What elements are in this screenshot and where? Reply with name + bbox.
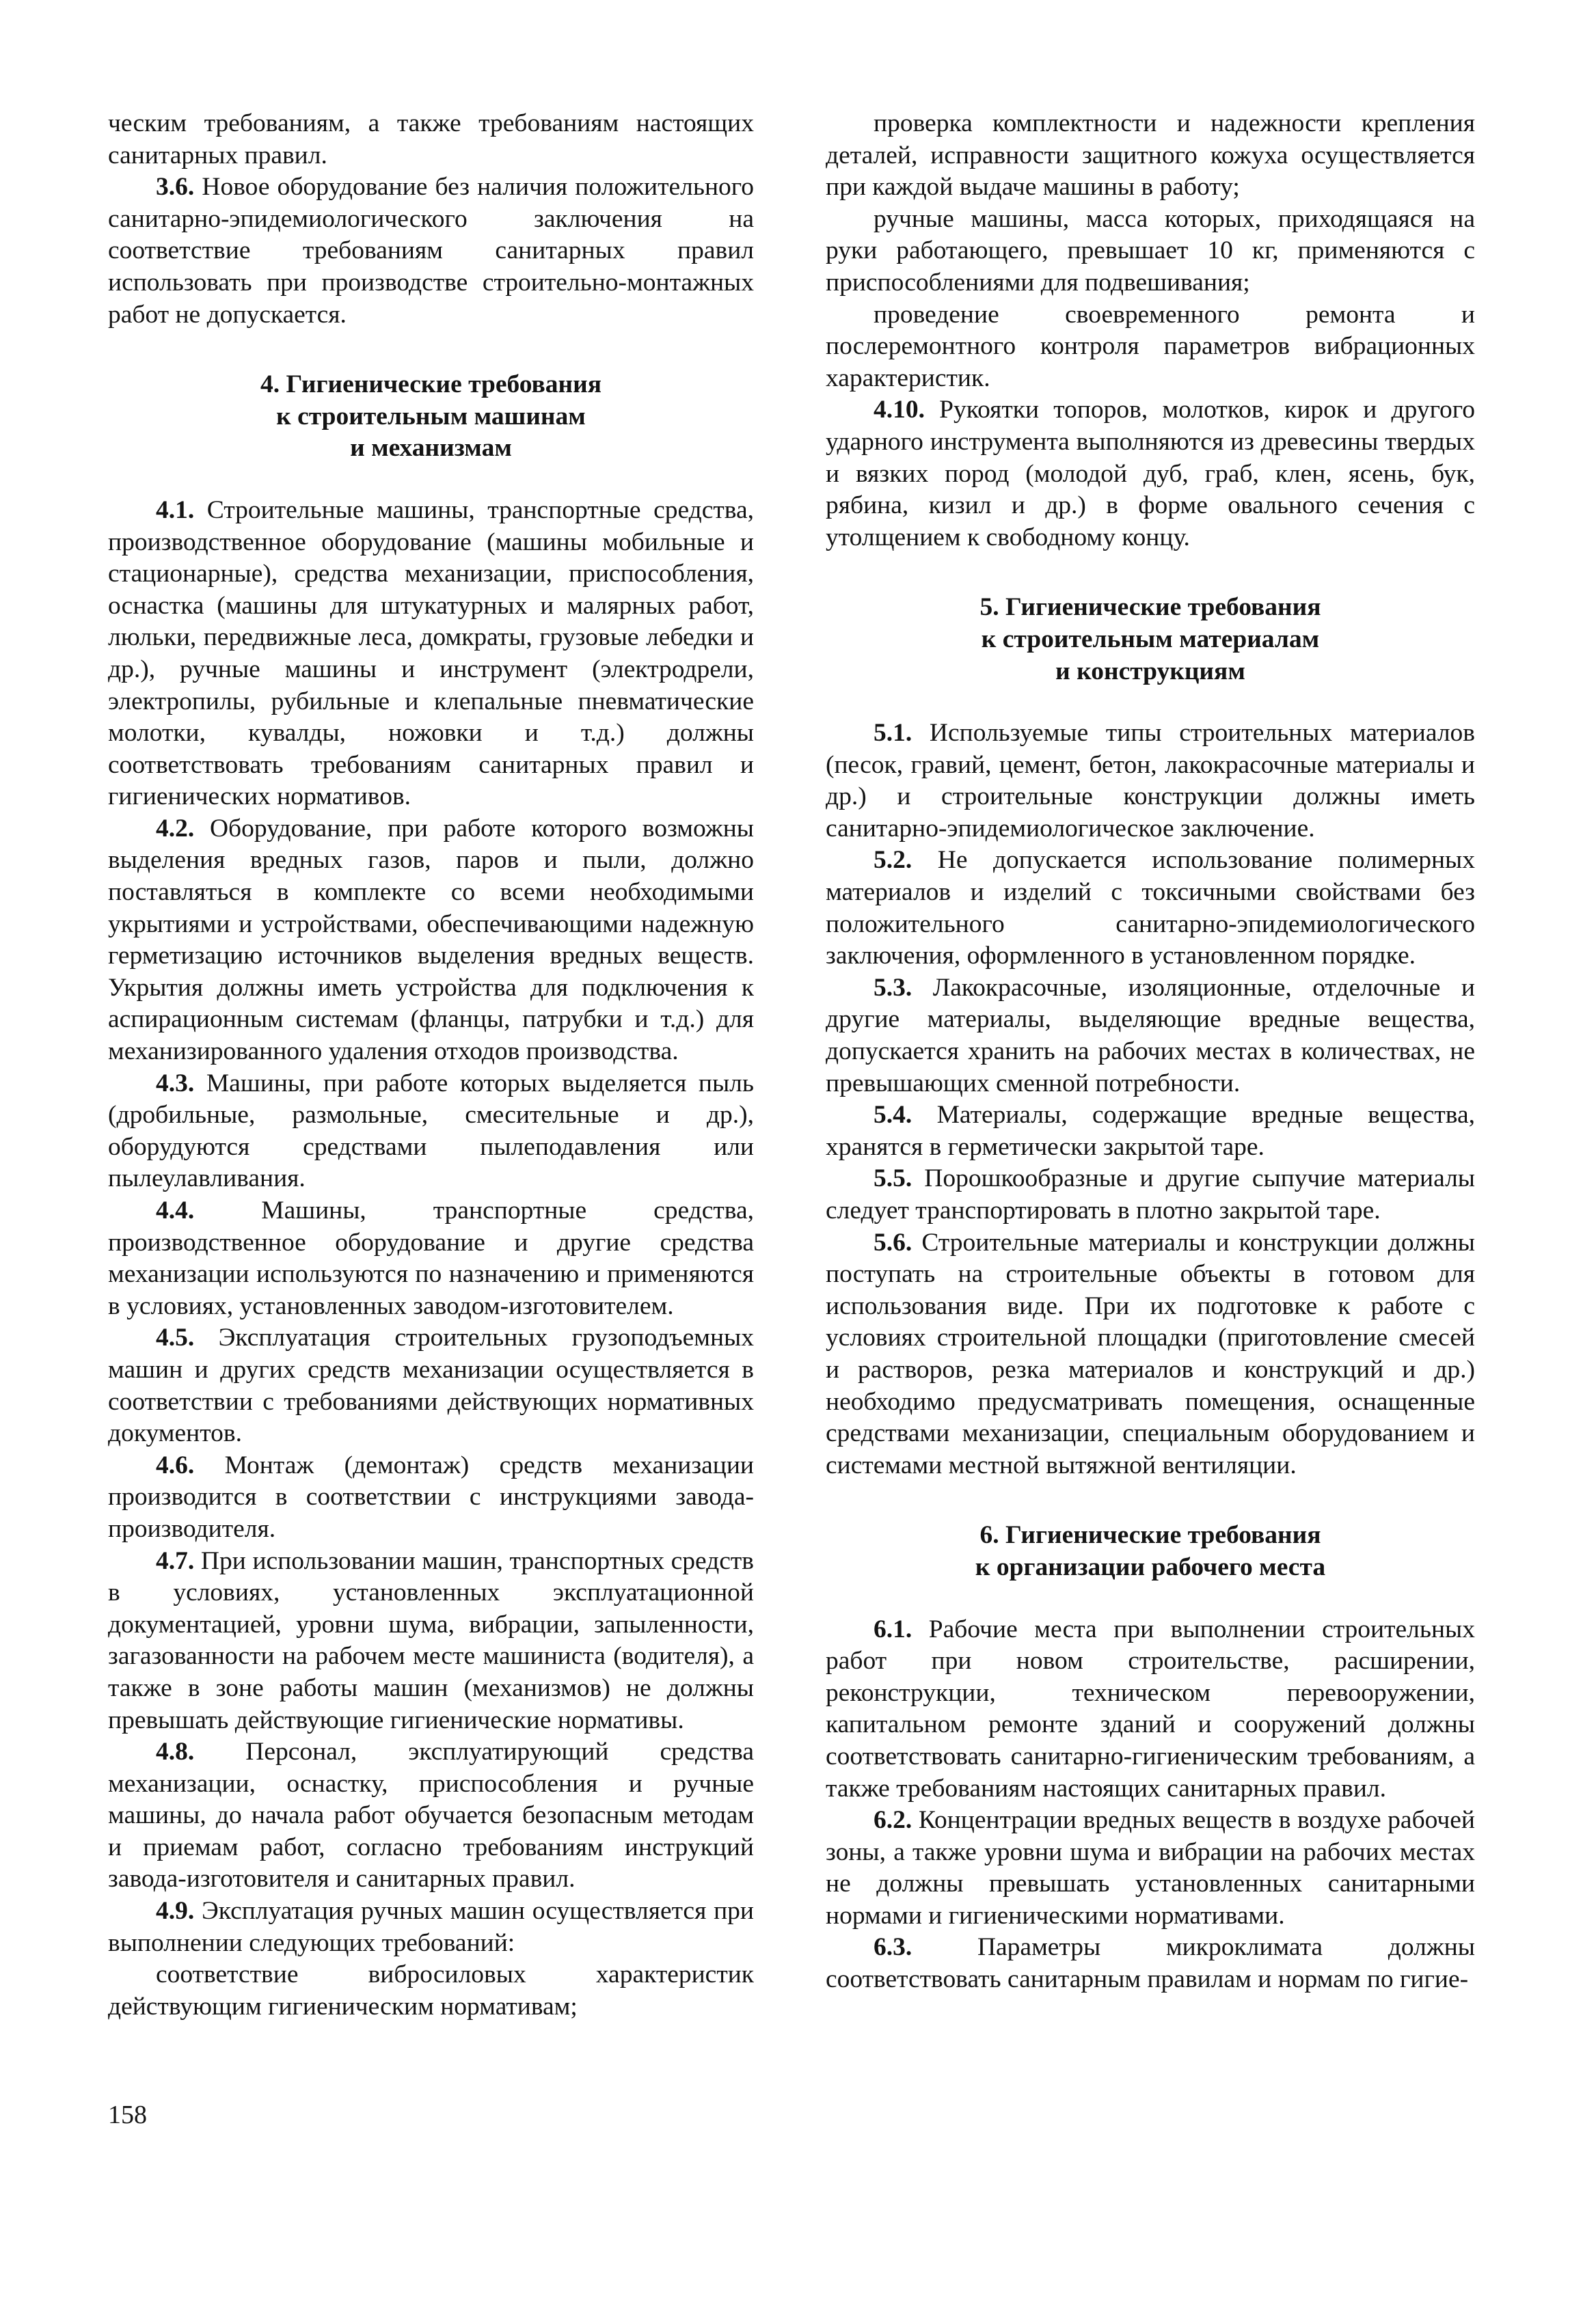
clause-text: Используемые типы строительных материалов (песок, гравий, цемент, бетон, лакокрасочные материалы и др.) и строительные конструкции должны иметь санитарно-эпидемиологическое заключение. (826, 719, 1475, 843)
clause-number: 4.7. (156, 1546, 195, 1575)
heading-line: и механизмам (350, 434, 512, 463)
page-number: 158 (108, 2101, 147, 2129)
clause-text: Параметры микроклимата должны соответствовать санитарным правилам и нормам по гигие- (826, 1933, 1475, 1994)
clause-number: 3.6. (156, 173, 195, 202)
clause-text: Строительные машины, транспортные средства, производственное оборудование (машины мобильные и стационарные), средства механизации, приспособления, оснастка (машины для штукатурных и малярных работ, люльки, передвижные леса, домкраты, грузовые лебедки и др.), ручные машины и инструмент (электродрели, электропилы, рубильные и клепальные пневматические молотки, кувалды, ножовки и т.д.) должны соответствовать требованиям санитарных правил и гигиенических нормативов. (108, 495, 754, 811)
clause-text: Эксплуатация строительных грузоподъемных машин и других средств механизации осуществляется в соответствии с требованиями действующих нормативных документов. (108, 1324, 754, 1448)
heading-line: к строительным материалам (981, 625, 1320, 653)
paragraph-5-1 (826, 717, 1475, 845)
clause-number: 6.1. (874, 1615, 912, 1643)
left-column (108, 108, 754, 2023)
paragraph-4-10 (826, 394, 1475, 553)
right-column (826, 108, 1475, 1996)
heading-line: к организации рабочего места (975, 1553, 1326, 1581)
clause-number: 4.4. (156, 1197, 195, 1225)
paragraph-5-2 (826, 845, 1475, 972)
heading-line: к строительным машинам (276, 402, 586, 430)
paragraph-6-2 (826, 1805, 1475, 1932)
list-item: ручные машины, масса которых, приходящаяся на руки работающего, превышает 10 кг, применяются с приспособлениями для подвешивания; (826, 204, 1475, 297)
clause-text: Рукоятки топоров, молотков, кирок и другого ударного инструмента выполняются из древесины твердых и вязких пород (молодой дуб, граб, клен, ясень, бук, рябина, кизил и др.) в форме овального сечения с утолщением к свободному концу. (826, 396, 1475, 551)
clause-text: Материалы, содержащие вредные вещества, хранятся в герметически закрытой таре. (826, 1101, 1475, 1161)
paragraph-6-1 (826, 1614, 1475, 1805)
clause-number: 4.5. (156, 1324, 195, 1352)
clause-number: 4.2. (156, 814, 195, 843)
paragraph-5-4 (826, 1099, 1475, 1163)
clause-number: 5.1. (874, 719, 912, 748)
section-heading-4 (108, 369, 754, 465)
paragraph-4-1 (108, 495, 754, 813)
clause-number: 4.1. (156, 495, 195, 524)
clause-number: 5.4. (874, 1101, 912, 1130)
clause-number: 5.5. (874, 1164, 912, 1193)
clause-number: 4.3. (156, 1069, 195, 1097)
clause-number: 4.8. (156, 1738, 195, 1766)
clause-number: 4.10. (874, 396, 925, 424)
clause-number: 5.3. (874, 973, 912, 1002)
clause-number: 6.2. (874, 1806, 912, 1835)
clause-text: Порошкообразные и другие сыпучие материалы следует транспортировать в плотно закрытой таре. (826, 1164, 1475, 1225)
paragraph-4-8 (108, 1736, 754, 1896)
clause-number: 6.3. (874, 1933, 912, 1962)
clause-text: Монтаж (демонтаж) средств механизации производится в соответствии с инструкциями завода-производителя. (108, 1451, 754, 1543)
clause-text: Строительные материалы и конструкции должны поступать на строительные объекты в готовом для использования виде. При их подготовке к работе с условиях строительной площадки (приготовление смесей и растворов, резка материалов и конструкций и др.) необходимо предусматривать помещения, оснащенные средствами механизации, специальным оборудованием и системами местной вытяжной вентиляции. (826, 1228, 1475, 1479)
section-heading-6 (826, 1520, 1475, 1583)
clause-text: Рабочие места при выполнении строительных работ при новом строительстве, расширении, реконструкции, техническом перевооружении, капитальном ремонте зданий и сооружений должны соответствовать санитарно-гигиеническим требованиям, а также требованиям настоящих санитарных правил. (826, 1615, 1475, 1803)
paragraph-5-5 (826, 1163, 1475, 1227)
list-item: соответствие вибросиловых характеристик действующим гигиеническим нормативам; (108, 1960, 754, 2021)
paragraph-5-6 (826, 1227, 1475, 1482)
clause-text: Персонал, эксплуатирующий средства механизации, оснастку, приспособления и ручные машины, до начала работ обучается безопасным методам и приемам работ, согласно требованиям инструкций завода-изготовителя и санитарных правил. (108, 1738, 754, 1894)
list-item: проверка комплектности и надежности крепления деталей, исправности защитного кожуха осуществляется при каждой выдаче машины в работу; (826, 109, 1475, 202)
paragraph-continuation: ческим требованиям, а также требованиям настоящих санитарных правил. (108, 109, 754, 169)
clause-text: Лакокрасочные, изоляционные, отделочные и другие материалы, выделяющие вредные вещества, допускается хранить на рабочих местах в количествах, не превышающих сменной потребности. (826, 973, 1475, 1097)
clause-text: Машины, транспортные средства, производственное оборудование и другие средства механизации используются по назначению и применяются в условиях, установленных заводом-изготовителем. (108, 1197, 754, 1320)
paragraph-4-5 (108, 1322, 754, 1449)
paragraph-4-3 (108, 1068, 754, 1195)
clause-number: 4.9. (156, 1897, 195, 1926)
paragraph-4-9 (108, 1896, 754, 1959)
section-heading-5 (826, 592, 1475, 687)
list-item: проведение своевременного ремонта и послеремонтного контроля параметров вибрационных характеристик. (826, 300, 1475, 392)
paragraph-4-6 (108, 1450, 754, 1546)
heading-line: 5. Гигиенические требования (979, 593, 1321, 622)
paragraph-5-3 (826, 972, 1475, 1099)
clause-number: 5.6. (874, 1228, 912, 1257)
clause-number: 4.6. (156, 1451, 195, 1479)
heading-line: и конструкциям (1055, 657, 1245, 685)
paragraph-6-3 (826, 1932, 1475, 1995)
clause-text: Эксплуатация ручных машин осуществляется при выполнении следующих требований: (108, 1897, 754, 1957)
heading-line: 4. Гигиенические требования (260, 370, 602, 399)
clause-text: Концентрации вредных веществ в воздухе рабочей зоны, а также уровни шума и вибрации на рабочих местах не должны превышать установленных санитарными нормами и гигиеническими нормативами. (826, 1806, 1475, 1930)
clause-text: Оборудование, при работе которого возможны выделения вредных газов, паров и пыли, должно поставляться в комплекте со всеми необходимыми укрытиями и устройствами, обеспечивающими надежную герметизацию источников выделения вредных веществ. Укрытия должны иметь устройства для подключения к аспирационным системам (фланцы, патрубки и т.д.) для механизированного удаления отходов производства. (108, 814, 754, 1066)
clause-number: 5.2. (874, 846, 912, 875)
clause-text: Машины, при работе которых выделяется пыль (дробильные, размольные, смесительные и др.), оборудуются средствами пылеподавления или пылеулавливания. (108, 1069, 754, 1193)
clause-text: Не допускается использование полимерных материалов и изделий с токсичными свойствами без положительного санитарно-эпидемиологического заключения, оформленного в установленном порядке. (826, 846, 1475, 970)
clause-text: При использовании машин, транспортных средств в условиях, установленных эксплуатационной документацией, уровни шума, вибрации, запыленности, загазованности на рабочем месте машиниста (водителя), а также в зоне работы машин (механизмов) не должны превышать действующие гигиенические нормативы. (108, 1546, 754, 1734)
heading-line: 6. Гигиенические требования (979, 1521, 1321, 1550)
paragraph-3-6 (108, 172, 754, 331)
paragraph-4-4 (108, 1195, 754, 1322)
paragraph-4-2 (108, 813, 754, 1068)
paragraph-4-7 (108, 1546, 754, 1737)
clause-text: Новое оборудование без наличия положительного санитарно-эпидемиологического заключения на соответствие требованиям санитарных правил использовать при производстве строительно-монтажных работ не допускается. (108, 173, 754, 329)
